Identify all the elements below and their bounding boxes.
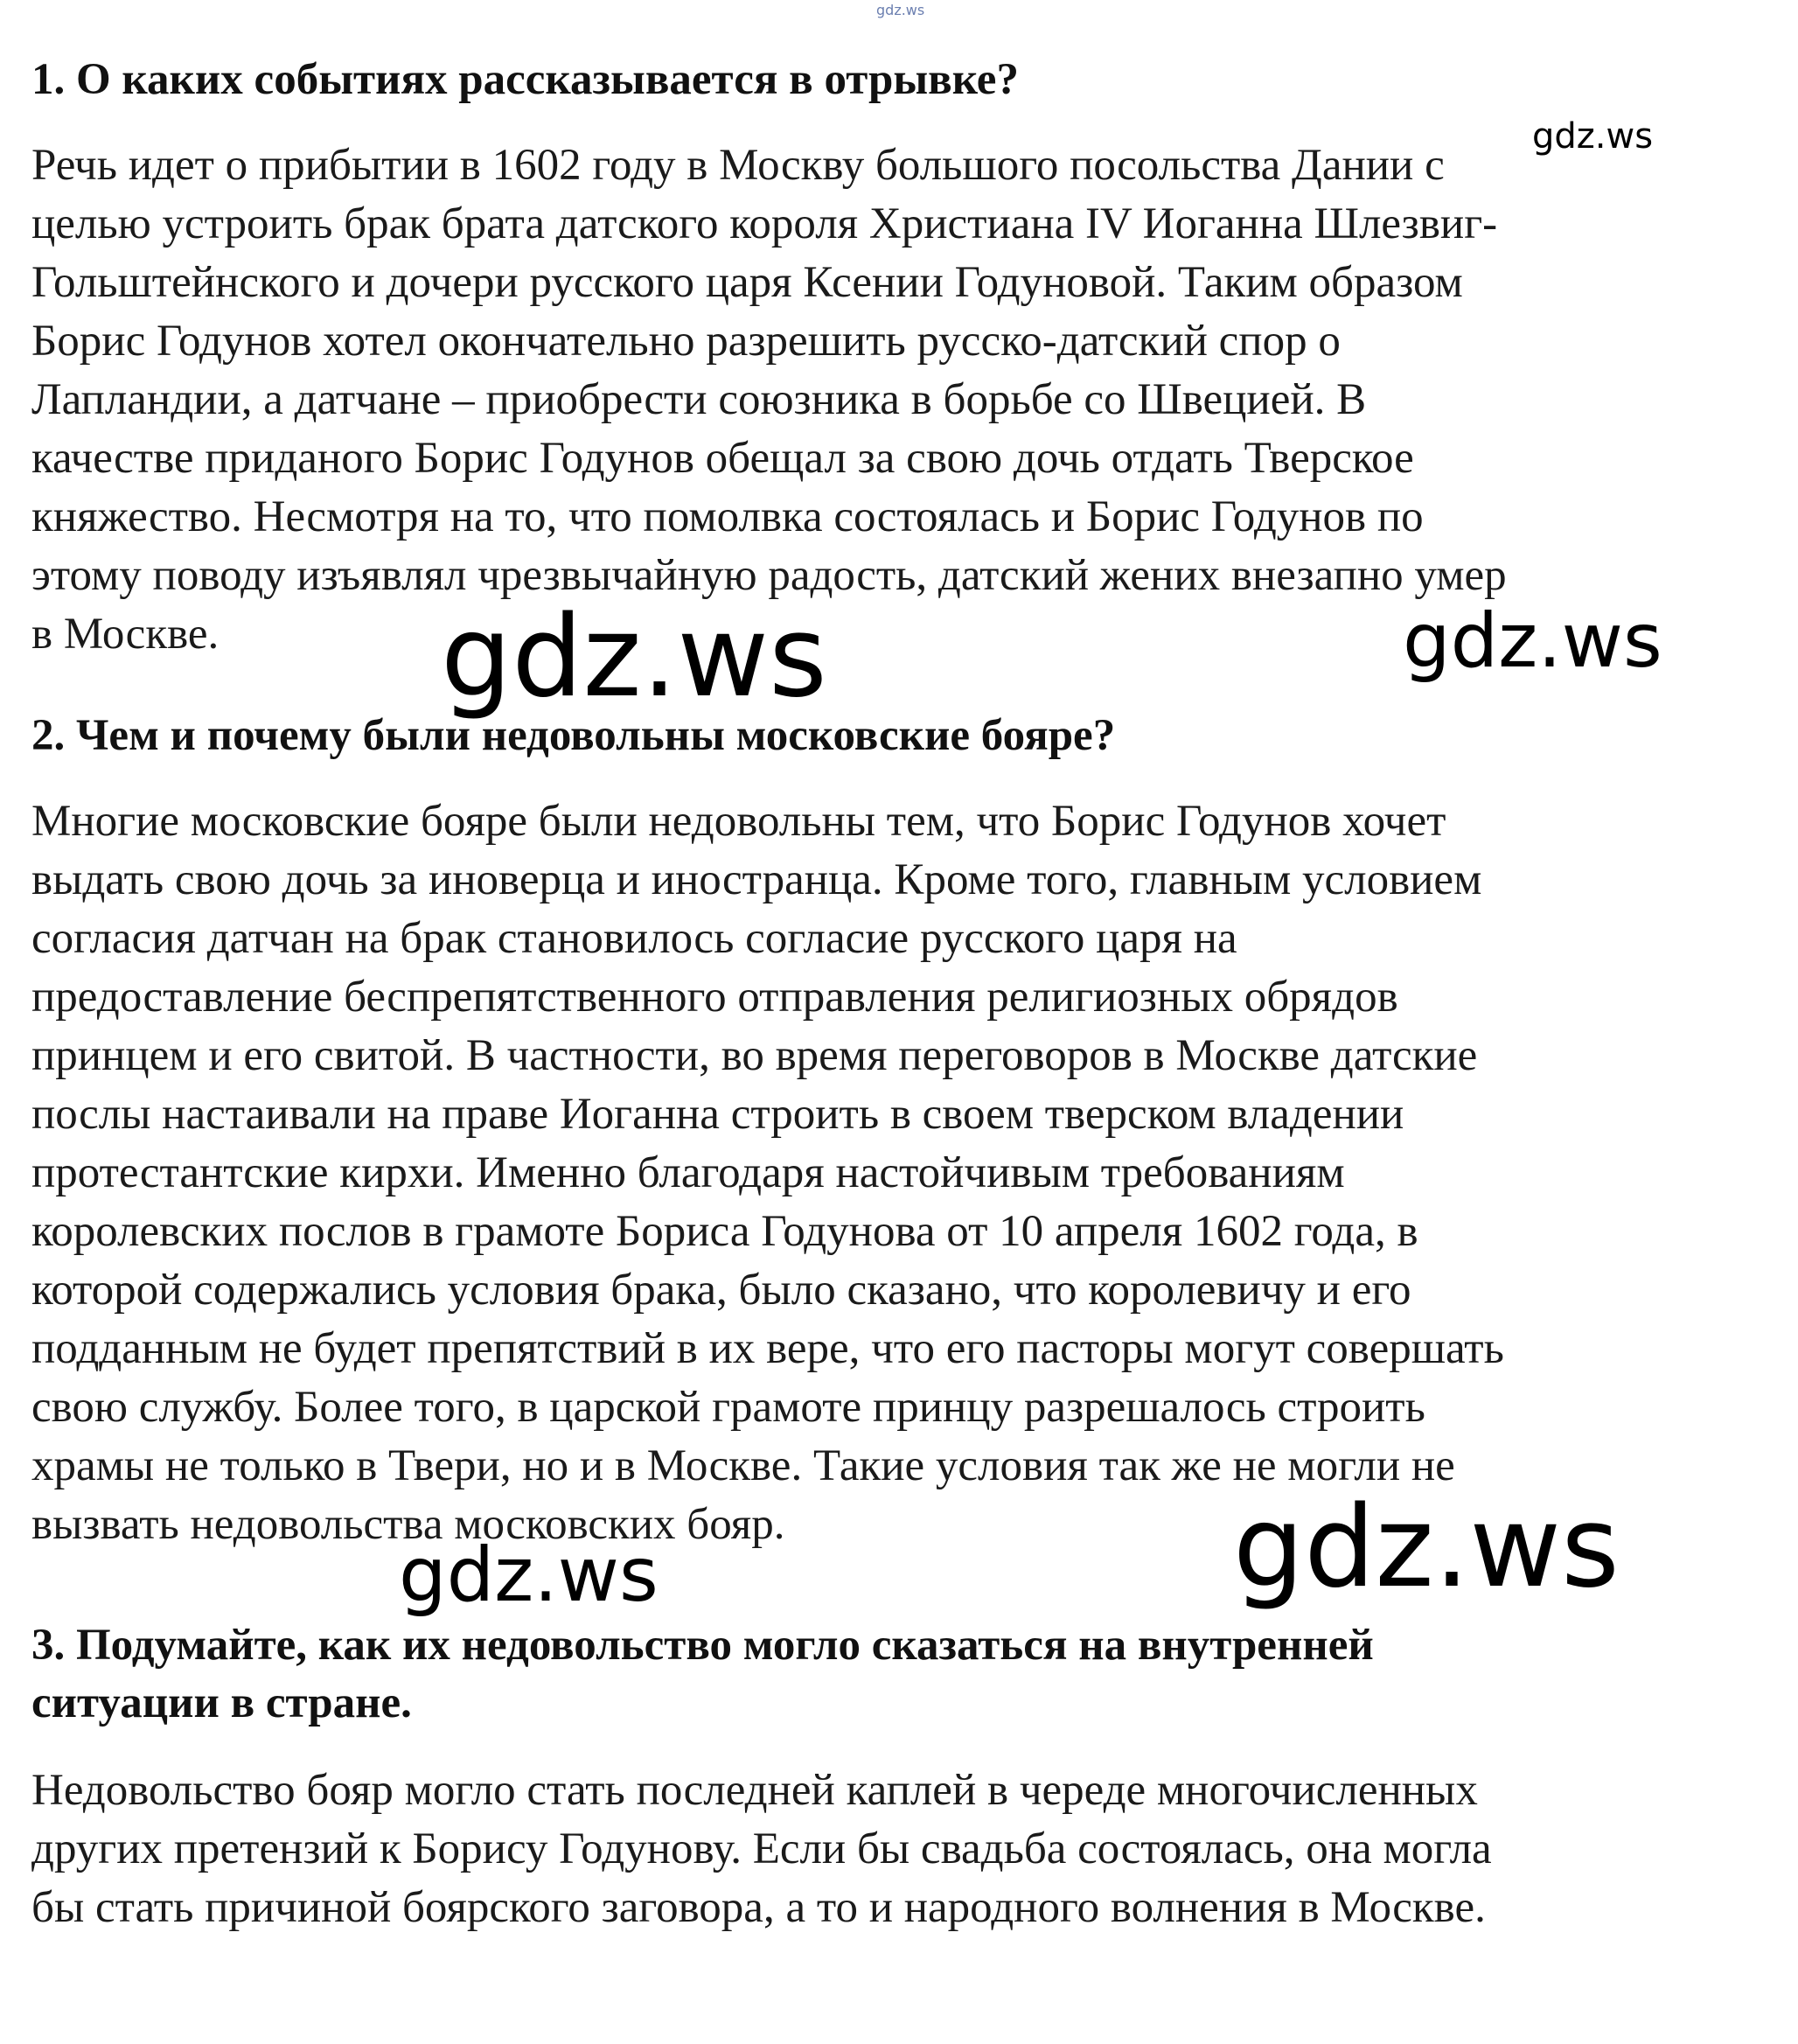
question-3: 3. Подумайте, как их недовольство могло сказаться на внутренней ситуации в стране.	[31, 1621, 1374, 1727]
question-1: 1. О каких событиях рассказывается в отрывке?	[31, 55, 1019, 104]
answer-1: Речь идет о прибытии в 1602 году в Москву большого посольства Дании с целью устроить брак брата датского короля Христиана IV Иоганна Шлезвиг- Гольштейнского и дочери русского царя Ксении Годуновой. Таким образом Борис Годунов хотел окончательно разрешить русско-датский спор о Лапландии, а датчане – приобрести союзника в борьбе со Швецией. В качестве приданого Борис Годунов обещал за свою дочь отдать Тверское княжество. Несмотря на то, что помолвка состоялась и Борис Годунов по этому поводу изъявлял чрезвычайную радость, датский жених внезапно умер в Москве.	[31, 141, 1507, 659]
answer-3: Недовольство бояр могло стать последней каплей в череде многочисленных других претензий к Борису Годунову. Если бы свадьба состоялась, она могла бы стать причиной боярского заговора, а то и народного волнения в Москве.	[31, 1766, 1492, 1932]
watermark-big-2: gdz.ws	[1233, 1482, 1620, 1613]
watermark-tiny: gdz.ws	[876, 2, 925, 18]
watermark-med-1: gdz.ws	[1403, 597, 1662, 685]
question-2: 2. Чем и почему были недовольны московские бояре?	[31, 711, 1116, 760]
answer-2: Многие московские бояре были недовольны тем, что Борис Годунов хочет выдать свою дочь за иноверца и иностранца. Кроме того, главным условием согласия датчан на брак становилось согласие русского царя на предоставление беспрепятственного отправления религиозных обрядов принцем и его свитой. В частности, во время переговоров в Москве датские послы настаивали на праве Иоганна строить в своем тверском владении протестантские кирхи. Именно благодаря настойчивым требованиям королевских послов в грамоте Бориса Годунова от 10 апреля 1602 года, в которой содержались условия брака, было сказано, что королевичу и его подданным не будет препятствий в их вере, что его пасторы могут совершать свою службу. Более того, в царской грамоте принцу разрешалось строить храмы не только в Твери, но и в Москве. Такие условия так же не могли не вызвать недовольства московских бояр.	[31, 797, 1504, 1549]
watermark-big-1: gdz.ws	[441, 592, 827, 722]
watermark-med-2: gdz.ws	[399, 1531, 659, 1619]
watermark-small: gdz.ws	[1532, 116, 1654, 157]
